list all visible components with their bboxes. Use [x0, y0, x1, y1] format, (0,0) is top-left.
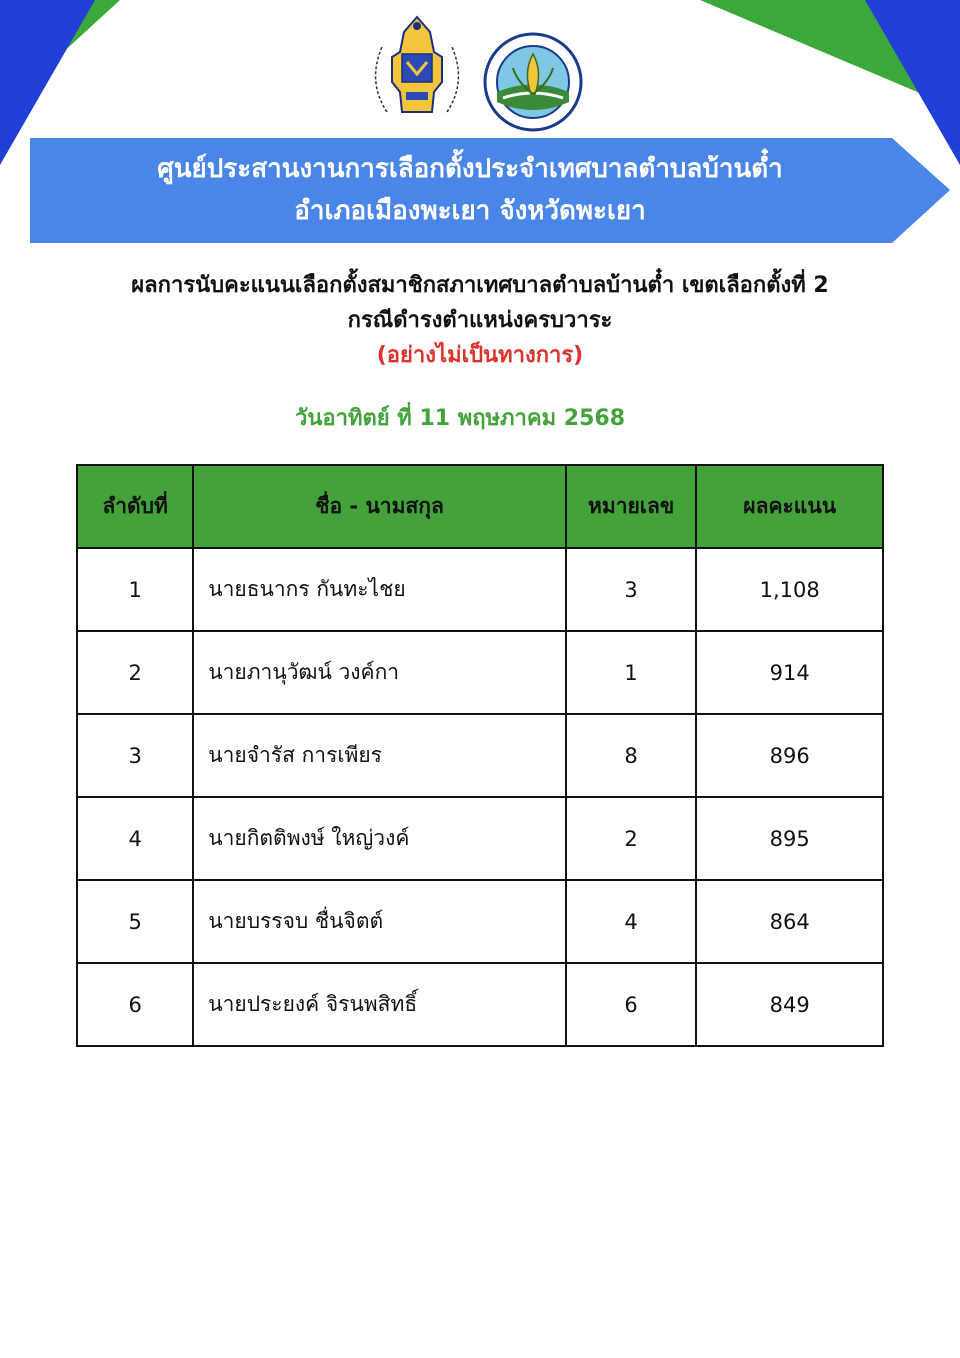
banner-title-line1: ศูนย์ประสานงานการเลือกตั้งประจำเทศบาลตำบลบ้านต๋ำ — [157, 154, 783, 184]
cell-name: นายบรรจบ ชื่นจิตต์ — [193, 880, 566, 963]
banner-title-line2: อำเภอเมืองพะเยา จังหวัดพะเยา — [294, 196, 646, 226]
table-row — [77, 631, 883, 714]
table-row — [77, 880, 883, 963]
table-header-row — [77, 465, 883, 548]
result-heading — [0, 268, 960, 373]
cell-number: 8 — [566, 714, 696, 797]
cell-score: 864 — [696, 880, 883, 963]
cell-number: 2 — [566, 797, 696, 880]
table-row — [77, 548, 883, 631]
cell-score: 896 — [696, 714, 883, 797]
cell-name: นายกิตติพงษ์ ใหญ่วงค์ — [193, 797, 566, 880]
column-header-number: หมายเลข — [566, 465, 696, 548]
cell-rank: 6 — [77, 963, 193, 1046]
cell-score: 895 — [696, 797, 883, 880]
cell-name: นายภานุวัฒน์ วงค์กา — [193, 631, 566, 714]
title-banner — [30, 138, 950, 243]
cell-name: นายจำรัส การเพียร — [193, 714, 566, 797]
cell-score: 914 — [696, 631, 883, 714]
cell-rank: 1 — [77, 548, 193, 631]
cell-score: 849 — [696, 963, 883, 1046]
table-row — [77, 714, 883, 797]
header-logos — [0, 12, 960, 127]
cell-rank: 2 — [77, 631, 193, 714]
ban-tam-municipality-logo — [483, 32, 583, 132]
column-header-score: ผลคะแนน — [696, 465, 883, 548]
election-date: วันอาทิตย์ ที่ 11 พฤษภาคม 2568 — [294, 406, 626, 431]
cell-rank: 5 — [77, 880, 193, 963]
column-header-rank: ลำดับที่ — [77, 465, 193, 548]
cell-number: 3 — [566, 548, 696, 631]
cell-number: 6 — [566, 963, 696, 1046]
table-row — [77, 963, 883, 1046]
cell-score: 1,108 — [696, 548, 883, 631]
cell-name: นายประยงค์ จิรนพสิทธิ์ — [193, 963, 566, 1046]
election-commission-logo — [362, 12, 472, 122]
table-row — [77, 797, 883, 880]
cell-number: 4 — [566, 880, 696, 963]
cell-rank: 3 — [77, 714, 193, 797]
results-table — [76, 464, 884, 1047]
cell-number: 1 — [566, 631, 696, 714]
heading-line1: ผลการนับคะแนนเลือกตั้งสมาชิกสภาเทศบาลตำบลบ้านต๋ำ เขตเลือกตั้งที่ 2 — [131, 273, 829, 298]
unofficial-notice: (อย่างไม่เป็นทางการ) — [376, 343, 584, 368]
cell-name: นายธนากร กันทะไชย — [193, 548, 566, 631]
heading-line2: กรณีดำรงตำแหน่งครบวาระ — [347, 308, 613, 333]
cell-rank: 4 — [77, 797, 193, 880]
column-header-name: ชื่อ - นามสกุล — [193, 465, 566, 548]
